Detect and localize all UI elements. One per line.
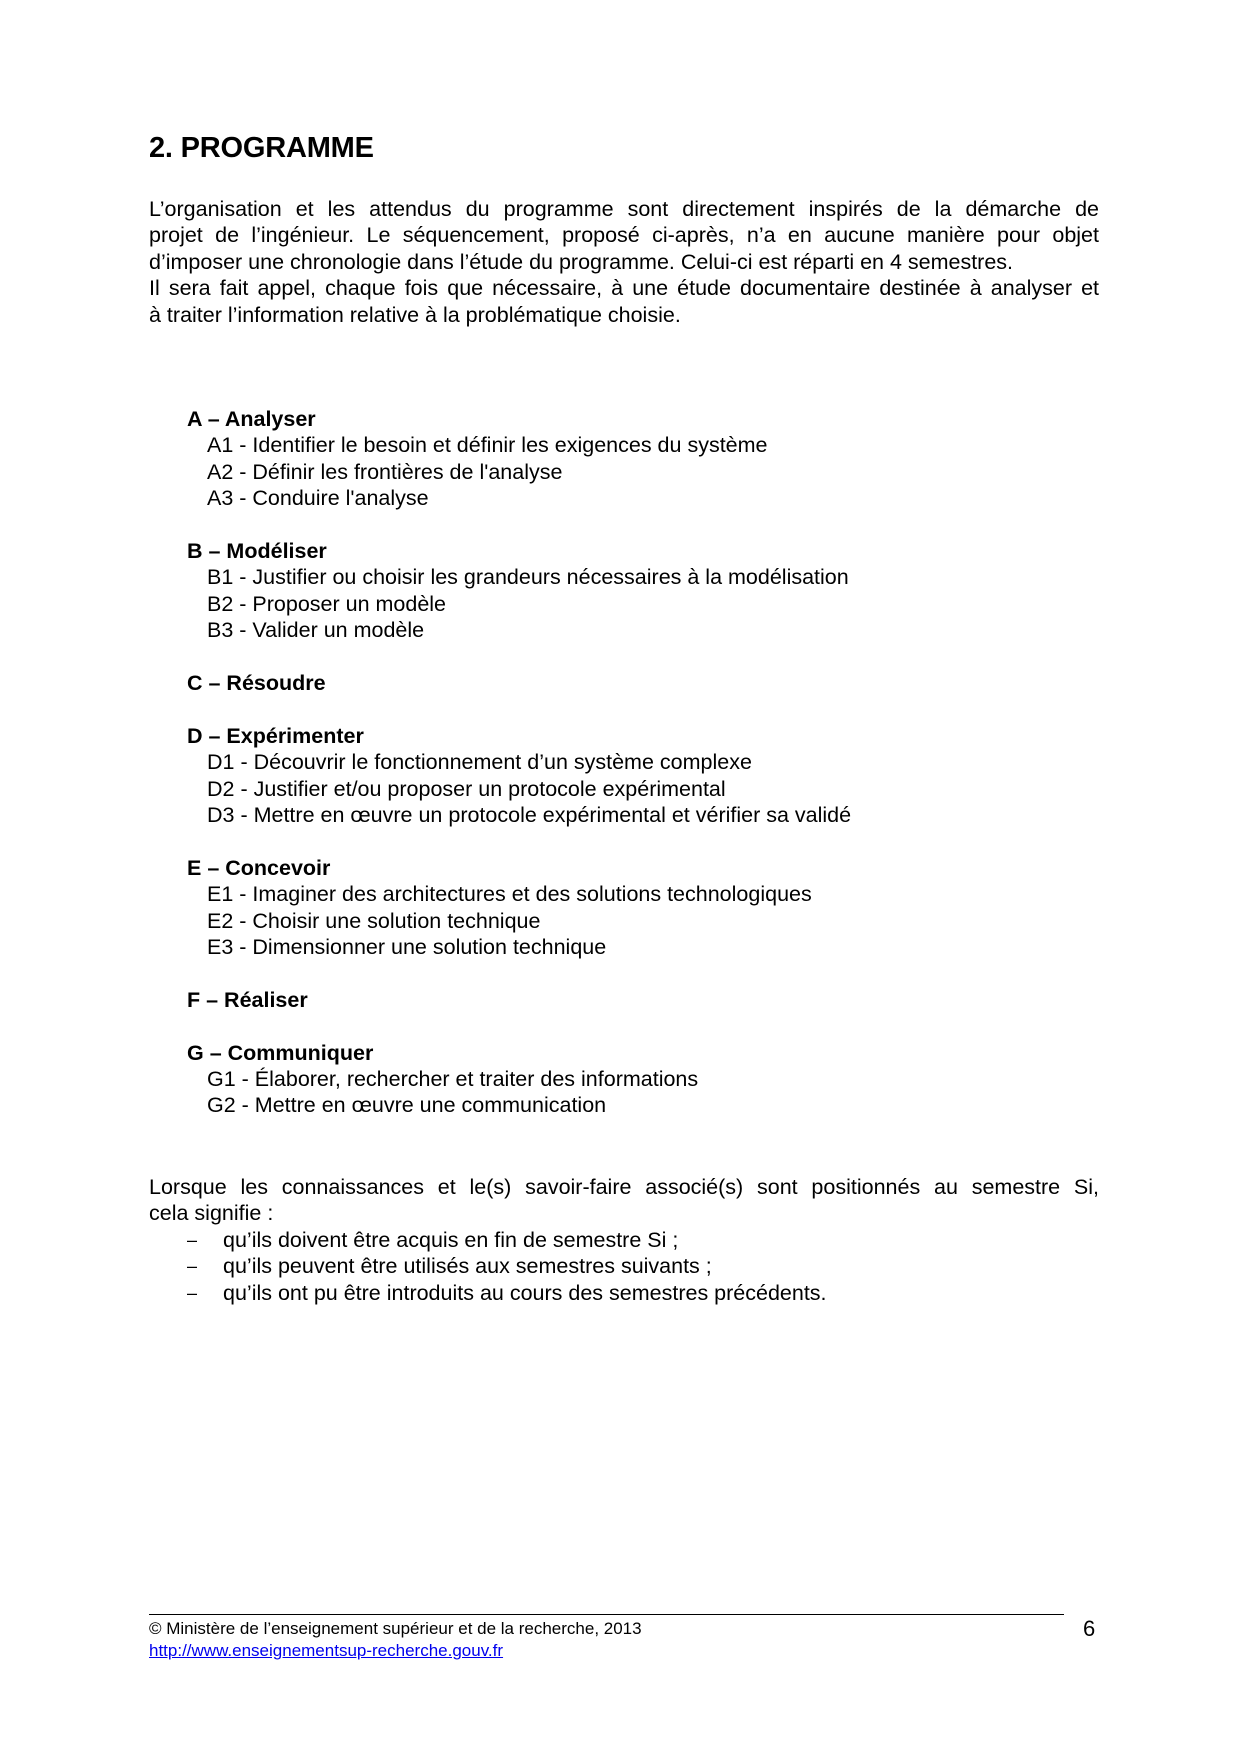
list-item <box>149 1280 1099 1306</box>
section-title: D – Expérimenter <box>187 723 364 748</box>
list-item: A3 - Conduire l'analyse <box>207 486 429 511</box>
intro-line: à traiter l’information relative à la problématique choisie. <box>149 302 681 327</box>
list-item: G1 - Élaborer, rechercher et traiter des informations <box>207 1067 699 1092</box>
page-number: 6 <box>1083 1616 1096 1641</box>
intro-line: Il sera fait appel, chaque fois que nécessaire, à une étude documentaire destinée à analyser et <box>149 276 1099 301</box>
intro-line: projet de l’ingénieur. Le séquencement, proposé ci-après, n’a en aucune manière pour objet <box>149 223 1099 248</box>
list-item: E3 - Dimensionner une solution technique <box>207 935 607 960</box>
conditions-line: Lorsque les connaissances et le(s) savoir-faire associé(s) sont positionnés au semestre Si, <box>149 1175 1099 1199</box>
page-title: 2. PROGRAMME <box>149 132 374 164</box>
section-title: E – Concevoir <box>187 855 331 880</box>
list-item: A2 - Définir les frontières de l'analyse <box>207 459 563 484</box>
section-title: A – Analyser <box>187 407 316 431</box>
section-title: F – Réaliser <box>187 987 308 1012</box>
section-realiser <box>187 987 1087 1013</box>
list-item: E2 - Choisir une solution technique <box>207 908 541 933</box>
bullet-text: qu’ils ont pu être introduits au cours des semestres précédents. <box>223 1280 827 1305</box>
section-resoudre <box>187 670 1087 696</box>
section-modeliser <box>187 538 1087 644</box>
conditions-line: cela signifie : <box>149 1201 274 1226</box>
section-title: C – Résoudre <box>187 671 326 696</box>
dash-bullet-icon: – <box>187 1229 198 1250</box>
dash-bullet-icon: – <box>187 1256 198 1277</box>
list-item: D1 - Découvrir le fonctionnement d’un système complexe <box>207 750 752 775</box>
footer-divider <box>149 1614 1064 1615</box>
list-item: D3 - Mettre en œuvre un protocole expérimental et vérifier sa validé <box>207 803 852 828</box>
bullet-text: qu’ils peuvent être utilisés aux semestres suivants ; <box>223 1254 712 1279</box>
list-item: B1 - Justifier ou choisir les grandeurs nécessaires à la modélisation <box>207 565 849 590</box>
section-title: G – Communiquer <box>187 1040 374 1065</box>
footer-copyright: © Ministère de l’enseignement supérieur et de la recherche, 2013 <box>149 1619 642 1638</box>
conditions-bullets <box>149 1227 1099 1306</box>
section-concevoir <box>187 855 1087 961</box>
semester-conditions <box>149 1174 1099 1306</box>
section-communiquer <box>187 1040 1087 1119</box>
dash-bullet-icon: – <box>187 1282 198 1303</box>
list-item: D2 - Justifier et/ou proposer un protocole expérimental <box>207 776 726 801</box>
list-item: E1 - Imaginer des architectures et des solutions technologiques <box>207 882 812 907</box>
section-analyser <box>187 406 1087 512</box>
competences-list <box>187 406 1087 1145</box>
list-item: G2 - Mettre en œuvre une communication <box>207 1093 607 1118</box>
list-item: B2 - Proposer un modèle <box>207 591 447 616</box>
list-item: B3 - Valider un modèle <box>207 618 425 643</box>
intro-line: d’imposer une chronologie dans l’étude du programme. Celui-ci est réparti en 4 semestres. <box>149 249 1014 274</box>
bullet-text: qu’ils doivent être acquis en fin de semestre Si ; <box>223 1227 679 1252</box>
list-item: A1 - Identifier le besoin et définir les exigences du système <box>207 433 768 458</box>
intro-line: L’organisation et les attendus du programme sont directement inspirés de la démarche de <box>149 197 1099 221</box>
intro-paragraph <box>149 196 1099 328</box>
section-title: B – Modéliser <box>187 539 327 564</box>
footer-link[interactable]: http://www.enseignementsup-recherche.gouv.fr <box>149 1641 504 1660</box>
section-experimenter <box>187 723 1087 829</box>
list-item <box>149 1227 1099 1253</box>
list-item <box>149 1253 1099 1279</box>
